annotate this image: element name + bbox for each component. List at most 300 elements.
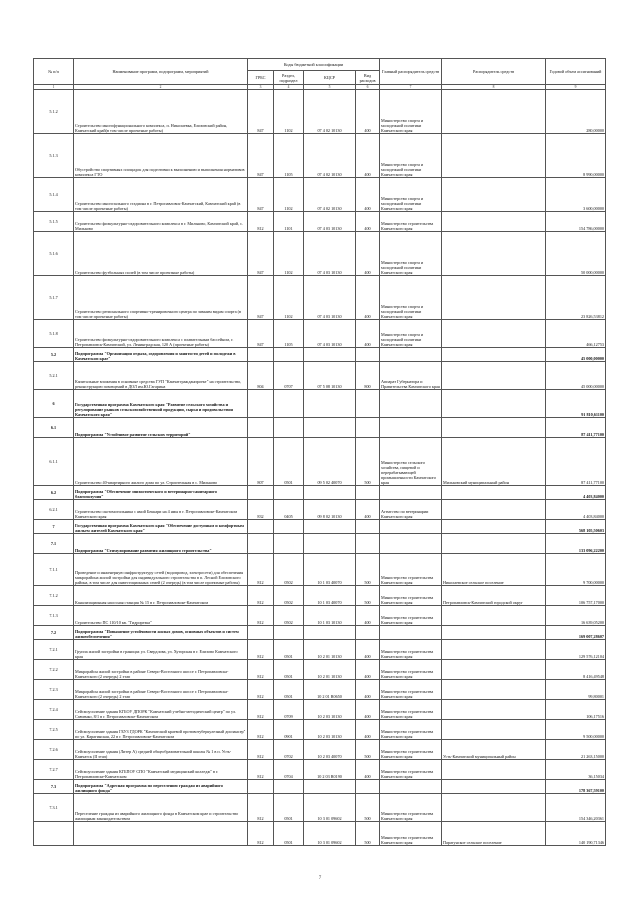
cell-razdel: 0502 [274,606,304,626]
cell-vr: 400 [356,760,380,780]
cell-amount: 9 700,00000 [546,554,606,586]
table-row [34,740,606,760]
table-row [34,780,606,794]
cell-amount: 154 346,20361 [546,794,606,822]
cell-vr: 400 [356,90,380,134]
cell-name: Строительство физкультурно-оздоровительного комплекса с плавательным бассейном, г. Петропавловск-Камчатский, ул. Ленинградская, 120 А (проектные работы) [74,320,248,348]
cell-grbs: 812 [248,794,274,822]
cell-ksr: 10 2 03 10130 [304,720,356,740]
cell-grbs [248,418,274,438]
cell-name [74,822,248,846]
cell-no: 6 [34,390,74,418]
cell-recipient [442,534,546,554]
cell-razdel: 0501 [274,660,304,680]
cell-chief: Министерство строительства Камчатского края [380,586,442,606]
cell-recipient [442,232,546,276]
cell-amount: 466,12753 [546,320,606,348]
cell-amount: 106 757,17000 [546,586,606,606]
cell-name: Строительство физкультурно-оздоровительного комплекса в г. Мильково, Камчатский край, с. Мильково [74,212,248,232]
cell-no: 7.1.2 [34,586,74,606]
cell-chief: Агентство по ветеринарии Камчатского края [380,500,442,520]
cell-razdel [274,520,304,534]
cell-recipient [442,606,546,626]
cell-vr: 400 [356,720,380,740]
cell-recipient [442,680,546,700]
header-recipient: Распорядитель средств [442,59,546,85]
col-number: 2 [74,85,248,90]
cell-recipient: Петропавловск-Камчатский городской округ [442,586,546,606]
cell-amount: 3 600,00000 [546,178,606,212]
table-row [34,362,606,390]
cell-no: 7.2.3 [34,680,74,700]
cell-name: Сейсмоусиление здания ГБУЗ ГДОРК "Камчатский краевой противотуберкулезный диспансер" по ул. Карагинская, 22 в г. Петропавловске-Камчатском [74,720,248,740]
cell-chief: Министерство строительства Камчатского края [380,794,442,822]
cell-grbs: 812 [248,554,274,586]
cell-chief [380,486,442,500]
cell-grbs: 812 [248,740,274,760]
table-row [34,134,606,178]
table-row [34,212,606,232]
cell-chief: Министерство сельского хозяйства, пищевой и перерабатывающей промышленности Камчатского края [380,438,442,486]
cell-razdel: 0702 [274,740,304,760]
cell-amount: 99,80001 [546,680,606,700]
table-row [34,700,606,720]
cell-vr [356,520,380,534]
cell-vr: 400 [356,320,380,348]
cell-no: 7.2.4 [34,700,74,720]
cell-amount: 129 576,12104 [546,640,606,660]
cell-name: Микрорайон жилой застройки в районе Северо-Восточного шоссе г. Петропавловска-Камчатского (2 очередь) 2 этап [74,660,248,680]
header-grbs: ГРБС [248,71,274,85]
cell-no: 5.1.4 [34,178,74,212]
cell-ksr: 10 3 01 09602 [304,822,356,846]
cell-no: 7.1.3 [34,606,74,626]
cell-name: Строительство регионального спортивно-тренировочного центра по зимним видам спорта (в том числе проектные работы) [74,276,248,320]
cell-vr: 400 [356,606,380,626]
cell-amount: 45 000,00000 [546,362,606,390]
cell-razdel: 1105 [274,134,304,178]
cell-ksr: 10 2 03 10130 [304,700,356,720]
cell-no: 7.1.1 [34,554,74,586]
cell-recipient [442,760,546,780]
cell-no: 7.1 [34,534,74,554]
cell-vr: 500 [356,740,380,760]
table-row [34,760,606,780]
table-row [34,500,606,520]
header-codes: Коды бюджетной классификации [248,59,380,71]
budget-table [33,58,606,846]
cell-ksr [304,534,356,554]
cell-chief [380,418,442,438]
cell-recipient [442,660,546,680]
cell-recipient [442,134,546,178]
cell-grbs: 847 [248,90,274,134]
cell-razdel: 0501 [274,680,304,700]
cell-chief [380,390,442,418]
cell-razdel: 0502 [274,554,304,586]
cell-no: 5.2.1 [34,362,74,390]
cell-ksr [304,390,356,418]
cell-ksr: 10 1 03 10130 [304,606,356,626]
cell-razdel: 0405 [274,500,304,520]
cell-amount: 91 810,61100 [546,390,606,418]
cell-no: 5.2 [34,348,74,362]
page-number: 7 [318,876,322,881]
cell-chief: Министерство строительства Камчатского края [380,554,442,586]
cell-razdel: 1102 [274,276,304,320]
cell-grbs: 807 [248,438,274,486]
cell-name: Микрорайон жилой застройки в районе Северо-Восточного шоссе г. Петропавловска-Камчатского (2 очередь) 2 этап [74,680,248,700]
cell-recipient [442,178,546,212]
cell-grbs: 847 [248,232,274,276]
cell-grbs: 812 [248,700,274,720]
table-row [34,390,606,418]
cell-ksr: 10 2 01 10130 [304,660,356,680]
cell-vr [356,534,380,554]
header-amount: Годовой объем ассигнований [546,59,606,85]
cell-ksr [304,418,356,438]
col-number: 9 [546,85,606,90]
cell-recipient: Николаевское сельское поселение [442,554,546,586]
cell-chief: Министерство строительства Камчатского края [380,760,442,780]
cell-name: Сейсмоусиление здания КГБОУ ДПОРК "Камчатский учебно-методический центр" по ул. Савченко, 8/1 в г. Петропавловске-Камчатском [74,700,248,720]
cell-ksr [304,486,356,500]
table-row [34,320,606,348]
cell-name: Проведение и инженерную инфраструктуру сетей (водопровод, электросети) для обеспечения микрорайона жилой застройки для индивидуального строительства в п. Лесной Елизовского района, в том числе для инвестиционных семей (2 очередь) (в том числе проектные работы) [74,554,248,586]
cell-ksr [304,780,356,794]
cell-razdel: 0704 [274,760,304,780]
cell-recipient [442,500,546,520]
cell-vr: 400 [356,500,380,520]
cell-no [34,822,74,846]
cell-chief: Министерство строительства Камчатского края [380,660,442,680]
cell-razdel: 1102 [274,90,304,134]
cell-razdel [274,780,304,794]
cell-amount: 568 105,50603 [546,520,606,534]
cell-chief [380,348,442,362]
cell-vr [356,418,380,438]
cell-grbs [248,520,274,534]
cell-chief: Министерство строительства Камчатского края [380,640,442,660]
cell-grbs: 812 [248,640,274,660]
cell-amount: 4 403,84000 [546,486,606,500]
cell-ksr [304,520,356,534]
cell-amount: 8 990,00000 [546,134,606,178]
cell-recipient [442,320,546,348]
header-vr: Вид расходов [356,71,380,85]
cell-amount: 154 786,00000 [546,212,606,232]
cell-name: Канализационная насосная станция № 15 в г. Петропавловске-Камчатском [74,586,248,606]
cell-chief: Министерство спорта и молодежной политики Камчатского края [380,320,442,348]
cell-grbs: 812 [248,822,274,846]
cell-razdel [274,418,304,438]
cell-vr: 400 [356,178,380,212]
budget-table-sheet [33,58,605,846]
cell-razdel: 0901 [274,720,304,740]
cell-ksr: 09 5 02 40070 [304,438,356,486]
cell-razdel [274,390,304,418]
cell-razdel [274,534,304,554]
cell-recipient [442,418,546,438]
cell-amount: 133 096,22200 [546,534,606,554]
cell-name: Обустройство спортивных площадок для подготовки к выполнению и выполнения нормативов комплекса ГТО [74,134,248,178]
cell-vr [356,626,380,640]
cell-razdel: 0502 [274,586,304,606]
cell-amount: 169 007,28607 [546,626,606,640]
cell-name: Переселение граждан из аварийного жилищного фонда в Камчатском крае и строительство жилищным законодательством [74,794,248,822]
cell-vr: 400 [356,640,380,660]
table-row [34,660,606,680]
table-row [34,232,606,276]
table-row [34,486,606,500]
cell-amount: 45 000,00000 [546,348,606,362]
cell-amount: 178 367,59100 [546,780,606,794]
cell-amount: 4 403,84000 [546,500,606,520]
cell-no: 6.2 [34,486,74,500]
table-row [34,606,606,626]
table-row [34,680,606,700]
cell-vr: 800 [356,362,380,390]
cell-recipient [442,90,546,134]
cell-ksr: 07 5 08 10130 [304,362,356,390]
cell-no: 7.2 [34,626,74,640]
cell-no: 7.2.1 [34,640,74,660]
cell-grbs: 812 [248,720,274,740]
cell-name: Подпрограмма "Стимулирование развития жилищного строительства" [74,534,248,554]
cell-recipient [442,794,546,822]
cell-grbs [248,534,274,554]
cell-chief: Министерство строительства Камчатского края [380,720,442,740]
cell-recipient [442,626,546,640]
cell-ksr: 07 4 02 10130 [304,90,356,134]
header-chief: Главный распорядитель средств [380,59,442,85]
cell-ksr: 10 2 03 R0190 [304,760,356,780]
cell-razdel: 0709 [274,700,304,720]
cell-no: 7.3.1 [34,794,74,822]
cell-name: Подпрограмма "Организация отдыха, оздоровления и занятости детей и молодежи в Камчатском крае" [74,348,248,362]
cell-chief: Аппарат Губернатора и Правительства Камчатского края [380,362,442,390]
cell-no: 5.1.6 [34,232,74,276]
cell-amount: 36,15034 [546,760,606,780]
table-row [34,822,606,846]
cell-amount: 8 416,49548 [546,660,606,680]
cell-name: Подпрограмма "Обеспечение эпизоотического и ветеринарно-санитарного благополучия" [74,486,248,500]
cell-grbs: 847 [248,276,274,320]
header-no: № п/п [34,59,74,85]
cell-chief: Министерство спорта и молодежной политики Камчатского края [380,178,442,212]
table-row [34,554,606,586]
cell-amount: 87 411,77100 [546,418,606,438]
cell-ksr: 10 3 01 09602 [304,794,356,822]
cell-recipient: Мильковский муниципальный район [442,438,546,486]
cell-amount: 140 190,71346 [546,822,606,846]
cell-no: 5.1.2 [34,90,74,134]
cell-amount: 87 411,77100 [546,438,606,486]
cell-name: Подпрограмма "Устойчивое развитие сельских территорий" [74,418,248,438]
cell-grbs: 812 [248,660,274,680]
cell-grbs: 812 [248,606,274,626]
cell-grbs [248,486,274,500]
table-row [34,438,606,486]
header-razdel: Раздел, подраздел [274,71,304,85]
cell-recipient: Паратунское сельское поселение [442,822,546,846]
cell-razdel: 0501 [274,822,304,846]
cell-no: 7.2.7 [34,760,74,780]
cell-vr: 400 [356,276,380,320]
cell-no: 5.1.7 [34,276,74,320]
cell-chief: Министерство строительства Камчатского края [380,680,442,700]
cell-vr: 500 [356,822,380,846]
cell-name: Сейсмоусиление здания КГБПОУ СПО "Камчатский медицинский колледж" в г. Петропавловске-Камчатском [74,760,248,780]
header-name: Наименование программ, подпрограмм, мероприятий [74,59,248,85]
cell-name: Капитальные вложения в основные средства ГУП "Камчатгражданпроект" на строительство, реконструкцию помещений в ДОЛ им.Ю.Гагарина [74,362,248,390]
cell-vr [356,348,380,362]
cell-name: Подпрограмма "Повышение устойчивости жилых домов, основных объектов и систем жизнеобеспечения" [74,626,248,640]
cell-vr: 500 [356,554,380,586]
cell-vr: 400 [356,212,380,232]
cell-name: Строительство 40-квартирного жилого дома по ул. Строительная в с. Мильково [74,438,248,486]
cell-vr: 400 [356,680,380,700]
cell-razdel: 0501 [274,438,304,486]
cell-grbs: 847 [248,320,274,348]
cell-ksr: 10 2 03 40070 [304,740,356,760]
cell-razdel [274,626,304,640]
cell-vr: 400 [356,232,380,276]
cell-chief: Министерство строительства Камчатского края [380,740,442,760]
col-number: 7 [380,85,442,90]
cell-no: 6.1.1 [34,438,74,486]
cell-ksr [304,626,356,640]
cell-chief: Министерство спорта и молодежной политики Камчатского края [380,276,442,320]
table-row [34,534,606,554]
cell-ksr [304,348,356,362]
cell-name: Строительство скотомогильника с ямой Беккари на 4 ямы в г. Петропавловске-Камчатском Камчатского края [74,500,248,520]
cell-name: Строительство футбольных полей (в том числе проектные работы) [74,232,248,276]
cell-vr: 500 [356,586,380,606]
table-row [34,178,606,212]
cell-no: 5.1.8 [34,320,74,348]
cell-ksr: 07 4 02 10130 [304,134,356,178]
col-number: 5 [304,85,356,90]
cell-amount: 21 263,15000 [546,740,606,760]
budget-rows [34,90,606,846]
cell-name: Государственная программа Камчатского края "Развитие сельского хозяйства и регулирование рынков сельскохозяйственной продукции, сырья и продовольствия Камчатского края" [74,390,248,418]
cell-razdel: 1102 [274,232,304,276]
cell-vr [356,390,380,418]
cell-amount: 50 000,00000 [546,232,606,276]
cell-chief: Министерство строительства Камчатского края [380,700,442,720]
cell-ksr: 09 8 02 10130 [304,500,356,520]
cell-chief [380,626,442,640]
table-row [34,276,606,320]
cell-grbs: 804 [248,362,274,390]
col-number: 6 [356,85,380,90]
cell-recipient [442,390,546,418]
cell-razdel: 1101 [274,212,304,232]
cell-ksr: 07 4 02 10130 [304,178,356,212]
cell-razdel [274,348,304,362]
cell-name: Строительство многофункционального комплекса, п. Николаевка, Елизовский район, Камчатский край(в том числе проектные работы) [74,90,248,134]
cell-recipient [442,276,546,320]
cell-ksr: 10 2 01 10130 [304,640,356,660]
cell-no: 7.2.2 [34,660,74,680]
table-row [34,794,606,822]
cell-ksr: 07 4 03 10130 [304,212,356,232]
cell-recipient: Усть-Камчатский муниципальный район [442,740,546,760]
table-row [34,640,606,660]
cell-grbs [248,780,274,794]
cell-grbs [248,390,274,418]
cell-name: Государственная программа Камчатского края "Обеспечение доступным и комфортным жильем жителей Камчатского края" [74,520,248,534]
cell-ksr: 10 1 03 40070 [304,554,356,586]
cell-vr: 400 [356,134,380,178]
cell-chief [380,534,442,554]
cell-vr: 500 [356,794,380,822]
cell-ksr: 07 4 03 10130 [304,320,356,348]
cell-amount: 9 500,00000 [546,720,606,740]
cell-chief [380,520,442,534]
cell-grbs: 812 [248,680,274,700]
header-ksr: КЦСР [304,71,356,85]
cell-amount: 106,17516 [546,700,606,720]
cell-grbs: 812 [248,586,274,606]
cell-recipient [442,720,546,740]
cell-razdel: 1102 [274,178,304,212]
cell-amount: 23 826,53812 [546,276,606,320]
cell-no: 7 [34,520,74,534]
cell-grbs [248,626,274,640]
table-row [34,626,606,640]
cell-no: 5.1.5 [34,212,74,232]
col-number: 1 [34,85,74,90]
cell-recipient [442,362,546,390]
cell-recipient [442,486,546,500]
cell-name: Сейсмоусиление здания (Литер А) средней общеобразовательной школы № 1 в п. Усть-Камчатск (II этап) [74,740,248,760]
cell-razdel: 0501 [274,794,304,822]
cell-vr: 400 [356,660,380,680]
cell-chief: Министерство строительства Камчатского края [380,822,442,846]
cell-ksr: 07 4 03 10130 [304,232,356,276]
cell-vr [356,486,380,500]
table-row [34,520,606,534]
cell-chief: Министерство спорта и молодежной политики Камчатского края [380,232,442,276]
cell-no: 7.3 [34,780,74,794]
table-row [34,90,606,134]
cell-name: Группа жилой застройки в границах ул. Свердлова, ул. Хуторская в г. Елизово Камчатского края [74,640,248,660]
col-number: 3 [248,85,274,90]
cell-grbs: 832 [248,500,274,520]
cell-razdel: 1105 [274,320,304,348]
table-row [34,586,606,606]
cell-grbs: 812 [248,760,274,780]
cell-vr: 400 [356,700,380,720]
cell-name: Строительство многозального стадиона в г. Петропавловск-Камчатский, Камчатский край (в том числе проектные работы) [74,178,248,212]
cell-grbs: 847 [248,134,274,178]
cell-name: Строительство ПС 110/10 кв. "Гидрорезка" [74,606,248,626]
cell-amount: 280,00000 [546,90,606,134]
cell-chief [380,780,442,794]
cell-chief: Министерство спорта и молодежной политики Камчатского края [380,90,442,134]
cell-grbs: 847 [248,178,274,212]
col-number: 8 [442,85,546,90]
cell-no: 7.2.5 [34,720,74,740]
cell-ksr: 07 4 03 10130 [304,276,356,320]
cell-name: Подпрограмма "Адресная программа по переселению граждан из аварийного жилищного фонда" [74,780,248,794]
col-number: 4 [274,85,304,90]
cell-no: 6.2.1 [34,500,74,520]
table-row [34,720,606,740]
cell-recipient [442,780,546,794]
